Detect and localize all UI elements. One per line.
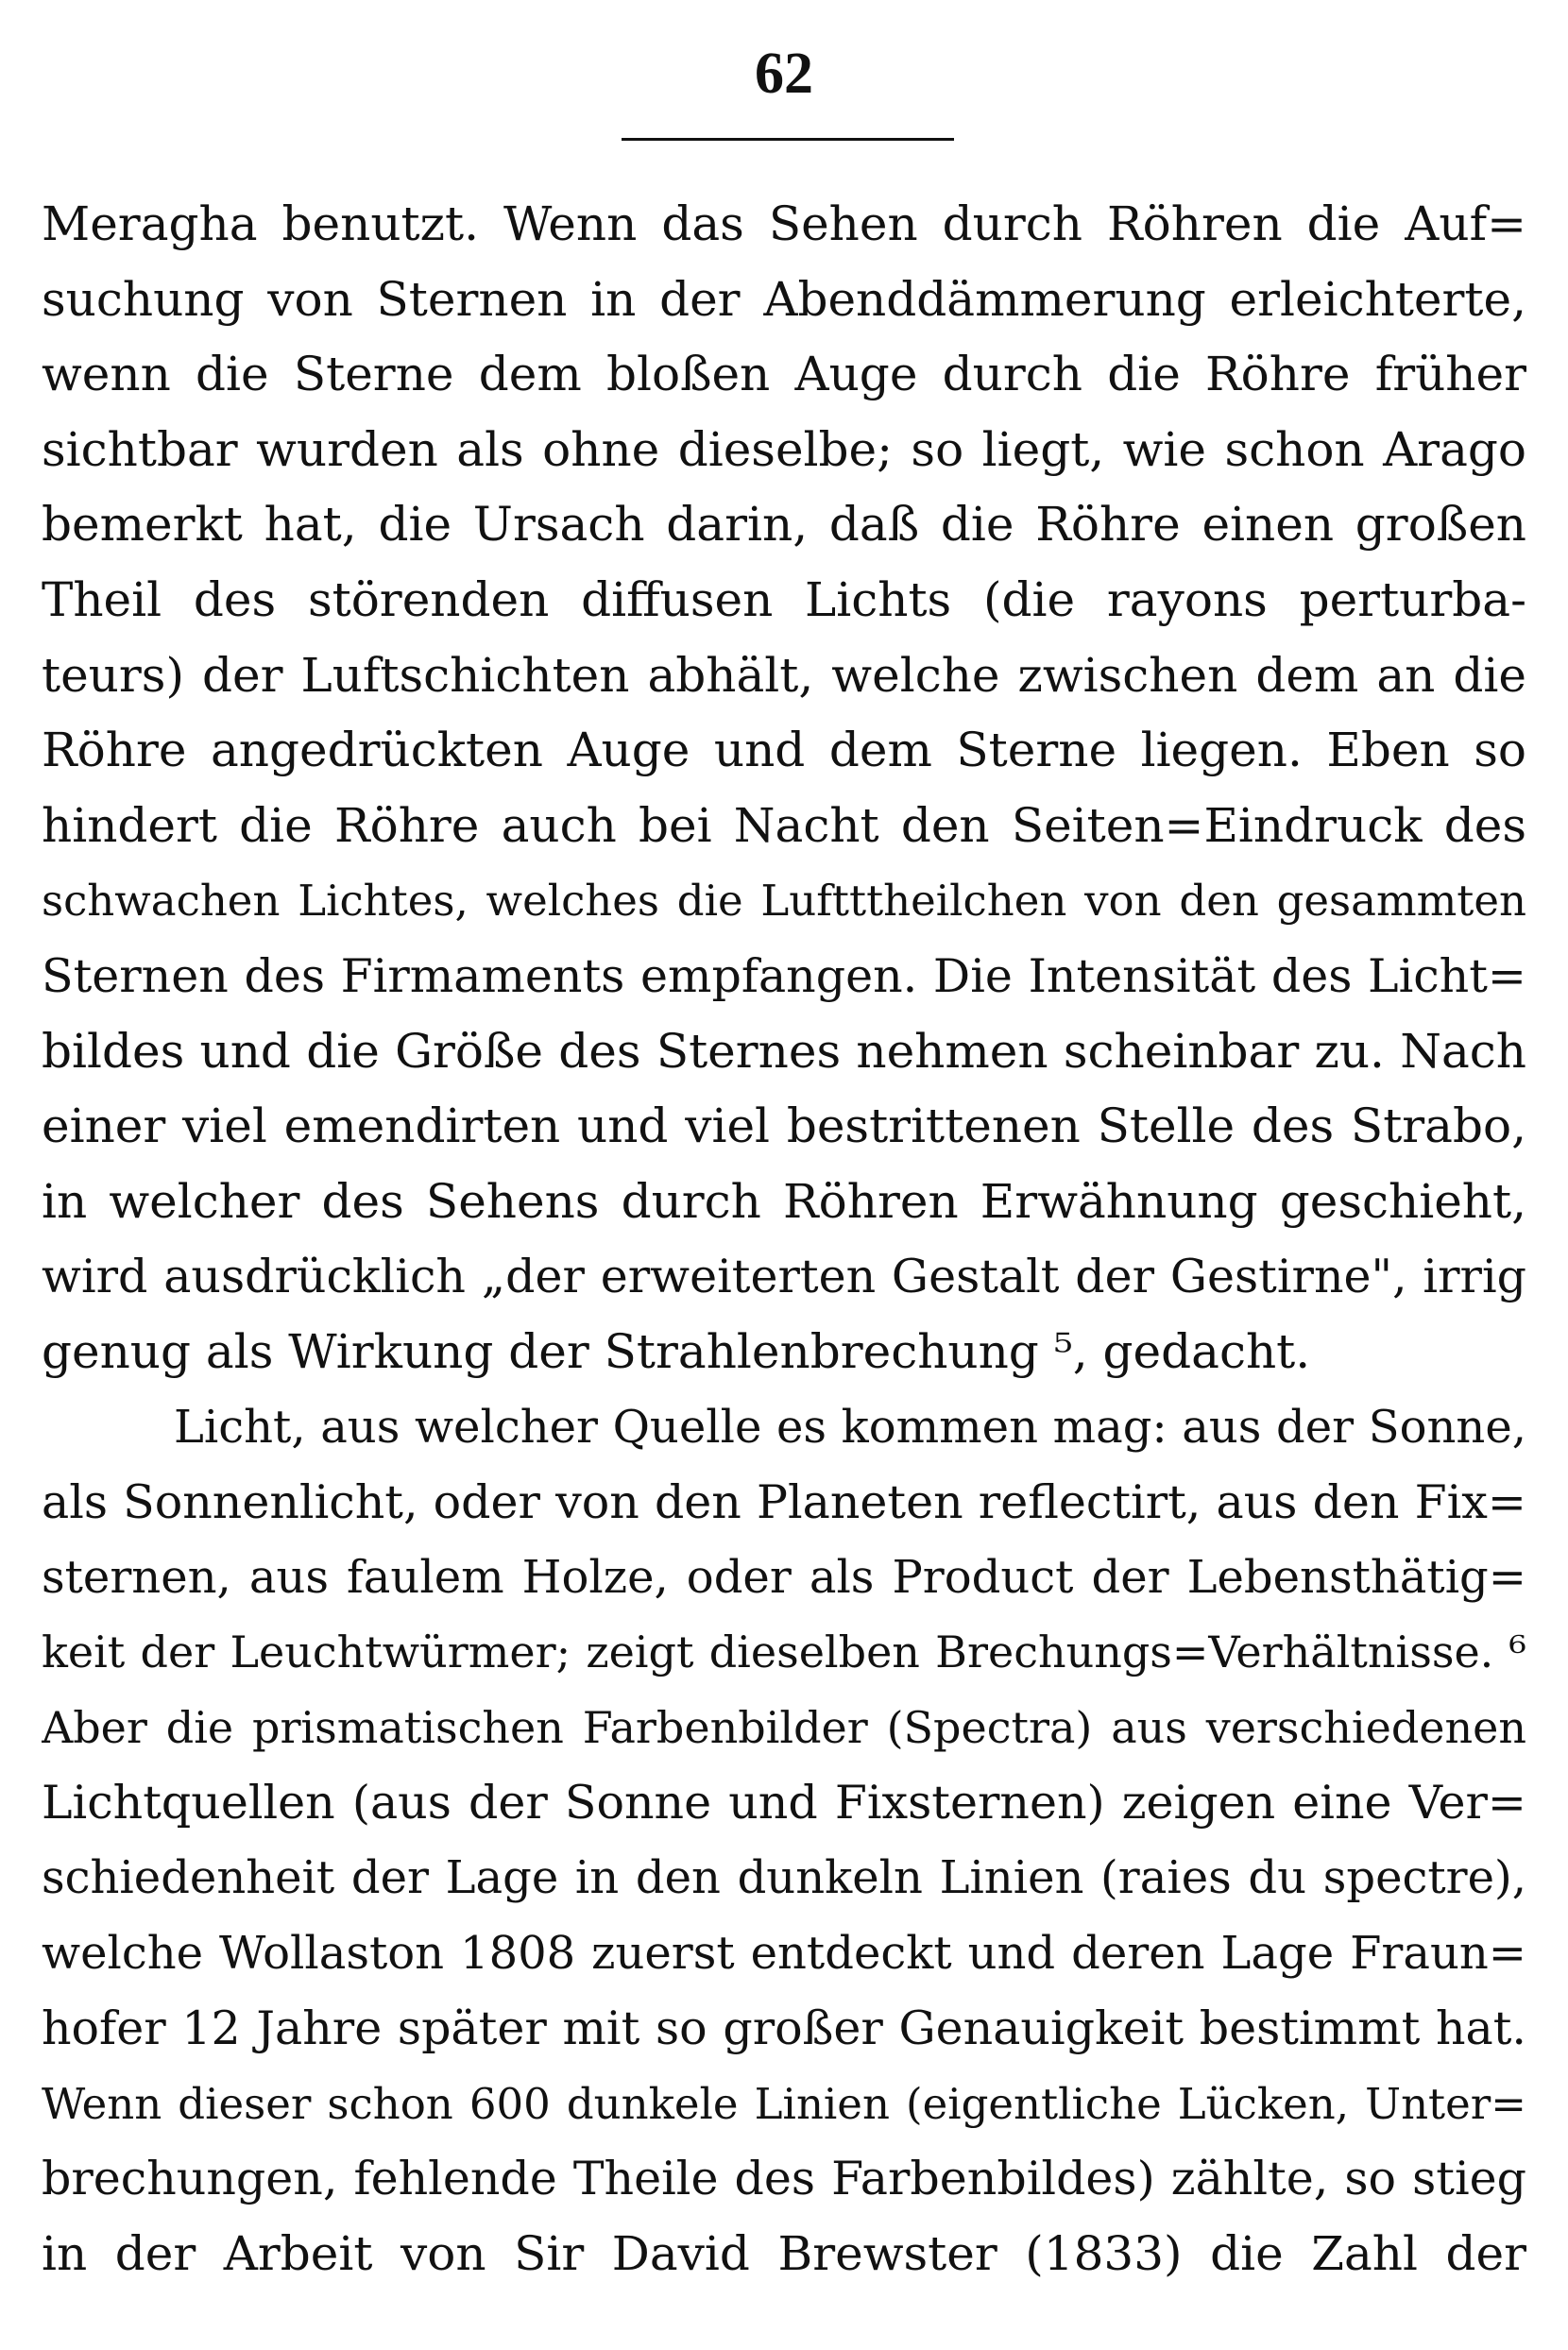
text-line: Meragha benutzt. Wenn das Sehen durch Röhren die Auf= [42,196,1526,251]
text-line: schiedenheit der Lage in den dunkeln Linien (raies du spectre), [42,1851,1526,1905]
text-line: als Sonnenlicht, oder von den Planeten reflectirt, aus den Fix= [42,1475,1526,1530]
text-line: Sternen des Firmaments empfangen. Die Intensität des Licht= [42,948,1526,1003]
text-line: Röhre angedrückten Auge und dem Sterne liegen. Eben so [42,723,1526,778]
text-line: bemerkt hat, die Ursach darin, daß die Röhre einen großen [42,497,1526,553]
text-line: sichtbar wurden als ohne dieselbe; so liegt, wie schon Arago [42,421,1526,477]
text-line: genug als Wirkung der Strahlenbrechung ⁵, gedacht. [42,1323,1311,1379]
text-line: schwachen Lichtes, welches die Luftttheilchen von den gesammten [42,876,1526,927]
text-line: Theil des störenden diffusen Lichts (die rayons perturba- [42,571,1526,627]
text-line: sternen, aus faulem Holze, oder als Product der Lebensthätig= [42,1550,1526,1604]
text-line: Wenn dieser schon 600 dunkele Linien (eigentliche Lücken, Unter= [42,2078,1526,2129]
text-line: Aber die prismatischen Farbenbilder (Spectra) aus verschiedenen [42,1701,1526,1753]
text-line: wenn die Sterne dem bloßen Auge durch die Röhre früher [42,347,1526,402]
text-line: bildes und die Größe des Sternes nehmen scheinbar zu. Nach [42,1023,1526,1079]
text-line: einer viel emendirten und viel bestrittenen Stelle des Strabo, [42,1098,1526,1154]
text-line: in der Arbeit von Sir David Brewster (1833) die Zahl der [42,2226,1526,2282]
page-number: 62 [755,42,813,106]
header-rule [622,138,954,141]
text-line: hindert die Röhre auch bei Nacht den Seiten=Eindruck des [42,797,1526,853]
text-line: hofer 12 Jahre später mit so großer Genauigkeit bestimmt hat. [42,2001,1526,2056]
text-line: in welcher des Sehens durch Röhren Erwähnung geschieht, [42,1173,1526,1229]
text-line: brechungen, fehlende Theile des Farbenbildes) zählte, so stieg [42,2152,1526,2206]
text-line: wird ausdrücklich „der erweiterten Gestalt der Gestirne", irrig [42,1250,1526,1304]
text-line: teurs) der Luftschichten abhält, welche zwischen dem an die [42,647,1526,703]
text-line: Licht, aus welcher Quelle es kommen mag: aus der Sonne, [174,1400,1526,1454]
text-line: suchung von Sternen in der Abenddämmerung erleichterte, [42,271,1526,327]
body-text [42,187,1526,2292]
text-line: welche Wollaston 1808 zuerst entdeckt und deren Lage Fraun= [42,1926,1526,1980]
text-line: keit der Leuchtwürmer; zeigt dieselben Brechungs=Verhältnisse. ⁶ [42,1626,1526,1678]
text-line: Lichtquellen (aus der Sonne und Fixsternen) zeigen eine Ver= [42,1776,1526,1831]
